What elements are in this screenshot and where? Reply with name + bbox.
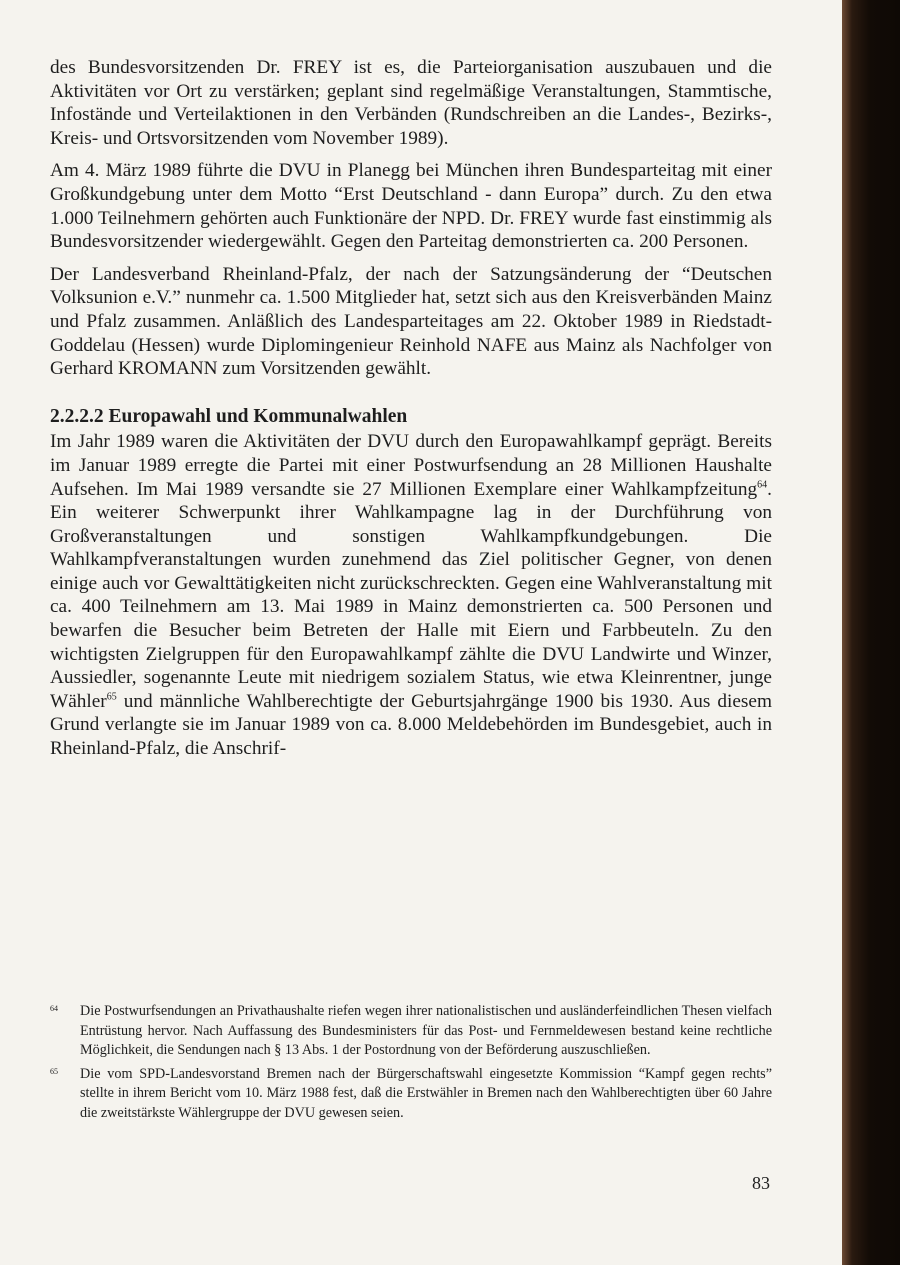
page-body [50, 56, 772, 770]
paragraph-bundesparteitag: Am 4. März 1989 führte die DVU in Planegg bei München ihren Bundesparteitag mit einer Großkundgebung unter dem Motto “Erst Deutschland - dann Europa” durch. Zu den etwa 1.000 Teilnehmern gehörten auch Funktionäre der NPD. Dr. FREY wurde fast einstimmig als Bundesvorsitzender wiedergewählt. Gegen den Parteitag demonstrierten ca. 200 Personen. [50, 160, 772, 253]
page-number: 83 [752, 1173, 770, 1193]
paragraph-bundesvorsitzender: des Bundesvorsitzenden Dr. FREY ist es, die Parteiorganisation auszubauen und die Aktivitäten vor Ort zu verstärken; geplant sind regelmäßige Veranstaltungen, Stammtische, Infostände und Verteilaktionen in den Verbänden (Rundschreiben an die Landes-, Bezirks-, Kreis- und Ortsvorsitzenden vom November 1989). [50, 57, 772, 149]
footnote-number: 65 [50, 1066, 58, 1076]
footnote-64 [50, 1002, 772, 1061]
footnote-ref-65[interactable]: 65 [106, 691, 117, 703]
footnote-ref-64[interactable]: 64 [757, 479, 768, 491]
footnote-text: Die vom SPD-Landesvorstand Bremen nach der Bürgerschaftswahl eingesetzte Kommission “Kampf gegen rechts” stellte in ihrem Bericht vom 10. März 1988 fest, daß die Erstwähler in Bremen nach den Wahlberechtigten über 60 Jahre die zweitstärkste Wählergruppe der DVU gewesen seien. [80, 1065, 772, 1121]
section-heading: 2.2.2.2 Europawahl und Kommunalwahlen [50, 405, 408, 427]
footnote-number: 64 [50, 1004, 58, 1013]
paragraph-europawahl [50, 430, 772, 760]
paragraph-landesverband: Der Landesverband Rheinland-Pfalz, der nach der Satzungsänderung der “Deutschen Volksunion e.V.” nunmehr ca. 1.500 Mitglieder hat, setzt sich aus den Kreisverbänden Mainz und Pfalz zusammen. Anläßlich des Landesparteitages am 22. Oktober 1989 in Riedstadt-Goddelau (Hessen) wurde Diplomingenieur Reinhold NAFE aus Mainz als Nachfolger von Gerhard KROMANN zum Vorsitzenden gewählt. [50, 263, 772, 380]
section-text-part-2: . Ein weiterer Schwerpunkt ihrer Wahlkampagne lag in der Durchführung von Großveranstaltungen und sonstigen Wahlkampfkundgebungen. Die Wahlkampfveranstaltungen wurden zunehmend das Ziel politischer Gegner, von denen einige auch vor Gewalttätigkeiten nicht zurückschreckten. Gegen eine Wahlveranstaltung mit ca. 400 Teilnehmern am 13. Mai 1989 in Mainz demonstrierten ca. 500 Personen und bewarfen die Besucher beim Betreten der Halle mit Eiern und Farbbeuteln. Zu den wichtigsten Zielgruppen für den Europawahlkampf zählte die DVU Landwirte und Winzer, Aussiedler, sogenannte Leute mit niedrigem sozialem Status, wie etwa Kleinrentner, junge Wähler [50, 478, 772, 712]
section-text-part-3: und männliche Wahlberechtigte der Geburtsjahrgänge 1900 bis 1930. Aus diesem Grund verlangte sie im Januar 1989 von ca. 8.000 Meldebehörden im Bundesgebiet, auch in Rheinland-Pfalz, die Anschrif- [50, 690, 772, 760]
footnote-text: Die Postwurfsendungen an Privathaushalte riefen wegen ihrer nationalistischen und ausländerfeindlichen Thesen vielfach Entrüstung hervor. Nach Auffassung des Bundesministers für das Post- und Fernmeldewesen bestand keine rechtliche Möglichkeit, die Sendungen nach § 13 Abs. 1 der Postordnung von der Beförderung auszuschließen. [80, 1003, 772, 1059]
section-text-part-1: Im Jahr 1989 waren die Aktivitäten der DVU durch den Europawahlkampf geprägt. Bereits im Januar 1989 erregte die Partei mit einer Postwurfsendung an 28 Millionen Haushalte Aufsehen. Im Mai 1989 versandte sie 27 Millionen Exemplare einer Wahlkampfzeitung [50, 431, 772, 500]
footnote-65 [50, 1065, 772, 1124]
footnotes [50, 1002, 772, 1128]
book-spine-edge [842, 0, 900, 1265]
